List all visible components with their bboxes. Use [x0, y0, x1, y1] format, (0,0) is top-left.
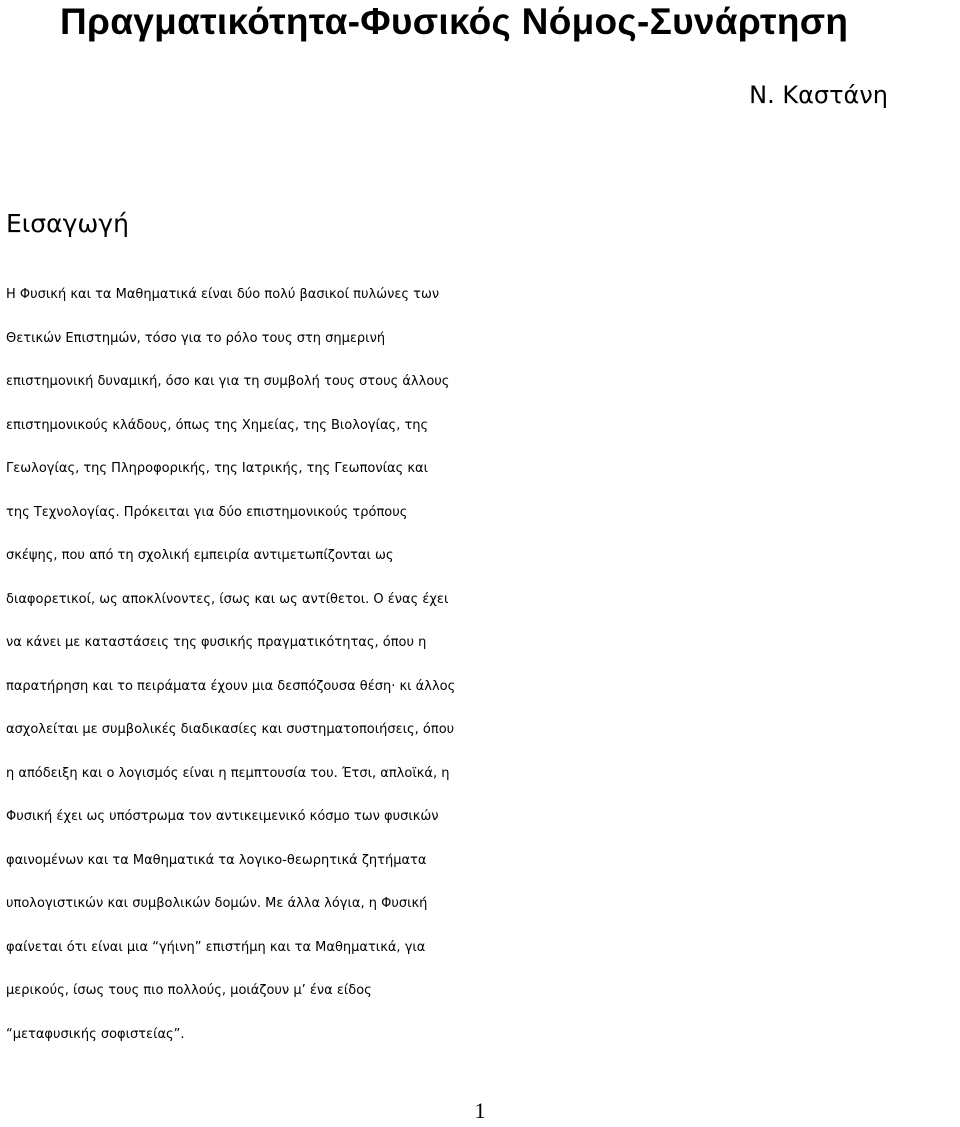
paragraph-line: φαίνεται ότι είναι μια “γήινη” επιστήμη και τα Μαθηματικά, για	[6, 939, 426, 955]
paragraph-line: η απόδειξη και ο λογισμός είναι η πεμπτουσία του. Έτσι, απλοϊκά, η	[6, 765, 450, 781]
body-paragraph	[6, 273, 956, 1056]
section-heading: Εισαγωγή	[6, 209, 129, 238]
paragraph-line: επιστημονικούς κλάδους, όπως της Χημείας, της Βιολογίας, της	[6, 417, 429, 433]
paragraph-line: “μεταφυσικής σοφιστείας”.	[6, 1026, 185, 1042]
paragraph-line: φαινομένων και τα Μαθηματικά τα λογικο-θεωρητικά ζητήματα	[6, 852, 427, 868]
page-number: 1	[474, 1098, 486, 1123]
paragraph-line: σκέψης, που από τη σχολική εμπειρία αντιμετωπίζονται ως	[6, 548, 394, 563]
author-name: Ν. Καστάνη	[749, 81, 888, 109]
paragraph-line: Η Φυσική και τα Μαθηματικά είναι δύο πολύ βασικοί πυλώνες των	[6, 287, 440, 302]
paragraph-line: υπολογιστικών και συμβολικών δομών. Με άλλα λόγια, η Φυσική	[6, 896, 428, 911]
paragraph-line: Γεωλογίας, της Πληροφορικής, της Ιατρικής, της Γεωπονίας και	[6, 461, 428, 476]
paragraph-line: Φυσική έχει ως υπόστρωμα τον αντικειμενικό κόσμο των φυσικών	[6, 809, 439, 824]
page-title: Πραγματικότητα-Φυσικός Νόμος-Συνάρτηση	[60, 1, 849, 42]
paragraph-line: Θετικών Επιστημών, τόσο για το ρόλο τους στη σημερινή	[6, 330, 386, 346]
paragraph-line: επιστημονική δυναμική, όσο και για τη συμβολή τους στους άλλους	[6, 374, 450, 389]
paragraph-line: μερικούς, ίσως τους πιο πολλούς, μοιάζουν μ’ ένα είδος	[6, 983, 372, 998]
paragraph-line: να κάνει με καταστάσεις της φυσικής πραγματικότητας, όπου η	[6, 635, 427, 650]
paragraph-line: της Τεχνολογίας. Πρόκειται για δύο επιστημονικούς τρόπους	[6, 504, 408, 520]
paragraph-line: ασχολείται με συμβολικές διαδικασίες και συστηματοποιήσεις, όπου	[6, 722, 455, 737]
paragraph-line: παρατήρηση και το πειράματα έχουν μια δεσπόζουσα θέση· κι άλλος	[6, 678, 456, 694]
paragraph-line: διαφορετικοί, ως αποκλίνοντες, ίσως και ως αντίθετοι. Ο ένας έχει	[6, 591, 449, 607]
